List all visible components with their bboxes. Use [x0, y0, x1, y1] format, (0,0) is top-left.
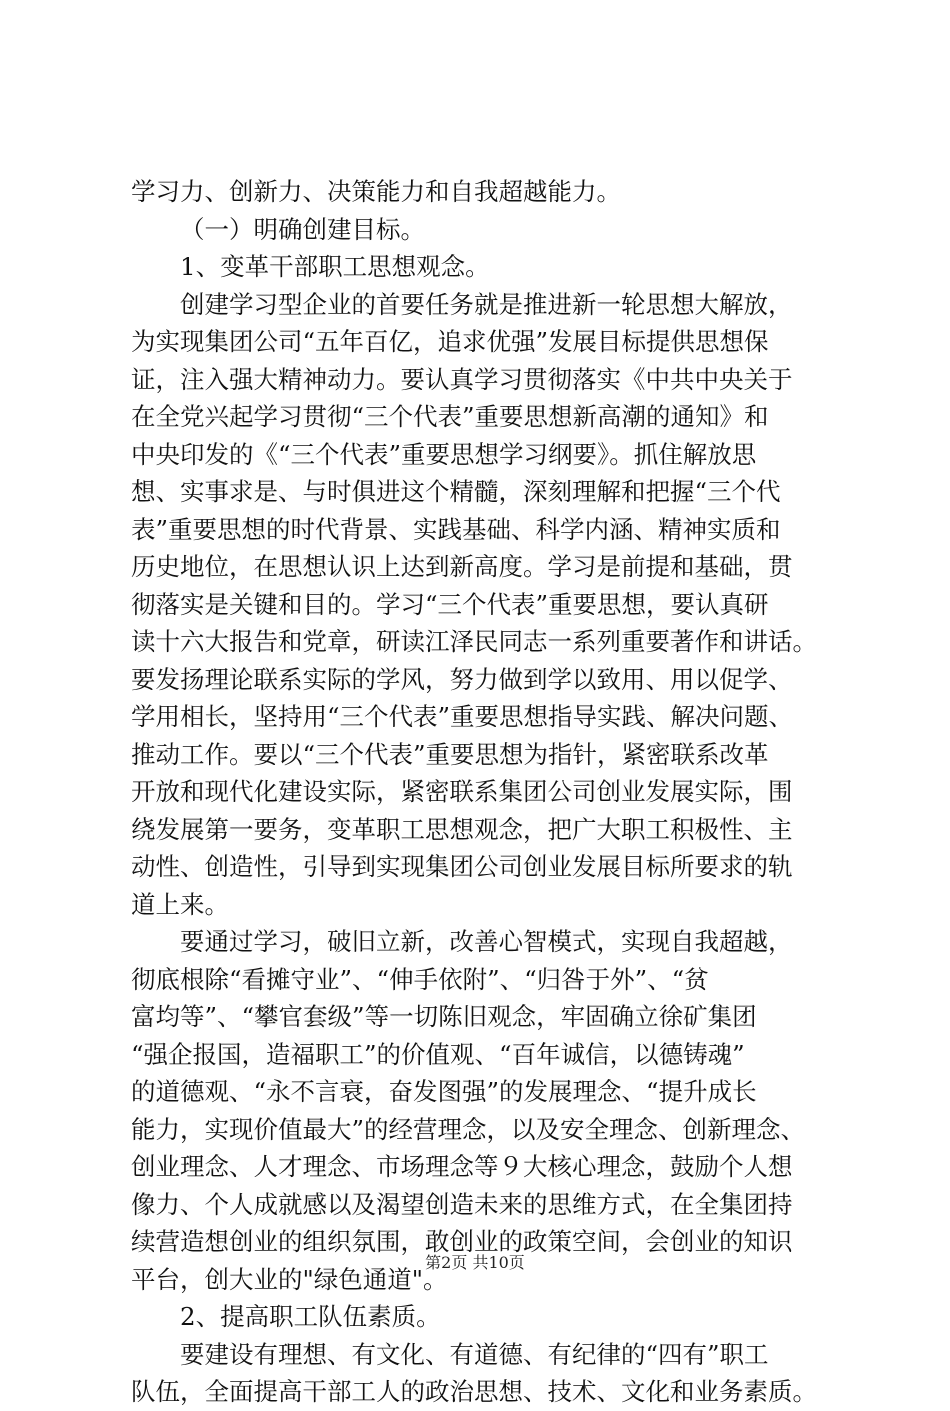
text-line: 要建设有理想、有文化、有道德、有纪律的“四有”职工 — [180, 1339, 769, 1369]
text-line: 推动工作。要以“三个代表”重要思想为指针，紧密联系改革 — [131, 739, 769, 769]
text-line: 表”重要思想的时代背景、实践基础、科学内涵、精神实质和 — [131, 514, 781, 544]
subsection-heading: 1、变革干部职工思想观念。 — [180, 252, 490, 281]
text-line: 绕发展第一要务，变革职工思想观念，把广大职工积极性、主 — [131, 814, 793, 844]
text-line: 平台，创大业的"绿色通道"。 — [131, 1264, 448, 1294]
text-line: 要发扬理论联系实际的学风，努力做到学以致用、用以促学、 — [131, 664, 793, 694]
text-line: “强企报国，造福职工”的价值观、“百年诚信，以德铸魂” — [131, 1039, 745, 1069]
text-line: 创业理念、人才理念、市场理念等９大核心理念，鼓励个人想 — [131, 1152, 793, 1181]
text-line: 动性、创造性，引导到实现集团公司创业发展目标所要求的轨 — [131, 852, 793, 881]
page-footer — [0, 1253, 950, 1273]
section-heading: （一）明确创建目标。 — [180, 214, 425, 244]
text-line: 历史地位，在思想认识上达到新高度。学习是前提和基础，贯 — [131, 552, 793, 581]
text-line: 队伍，全面提高干部工人的政治思想、技术、文化和业务素质。 — [131, 1377, 817, 1406]
text-line: 为实现集团公司“五年百亿，追求优强”发展目标提供思想保 — [131, 327, 769, 356]
text-line: 像力、个人成就感以及渴望创造未来的思维方式，在全集团持 — [131, 1189, 793, 1219]
text-line: 富均等”、“攀官套级”等一切陈旧观念，牢固确立徐矿集团 — [131, 1002, 757, 1031]
text-line: 创建学习型企业的首要任务就是推进新一轮思想大解放， — [180, 289, 793, 319]
text-line: 彻落实是关键和目的。学习“三个代表”重要思想，要认真研 — [131, 589, 769, 619]
text-line: 学习力、创新力、决策能力和自我超越能力。 — [131, 177, 621, 206]
page-number: 第2页 共10页 — [425, 1253, 525, 1272]
text-line: 开放和现代化建设实际，紧密联系集团公司创业发展实际，围 — [131, 777, 793, 806]
text-line: 在全党兴起学习贯彻“三个代表”重要思想新高潮的通知》和 — [131, 402, 769, 431]
document-body — [131, 173, 836, 1411]
text-line: 学用相长，坚持用“三个代表”重要思想指导实践、解决问题、 — [131, 702, 794, 731]
text-line: 的道德观、“永不言衰，奋发图强”的发展理念、“提升成长 — [131, 1077, 757, 1106]
text-line: 读十六大报告和党章，研读江泽民同志一系列重要著作和讲话。 — [131, 627, 817, 656]
text-line: 道上来。 — [131, 889, 229, 919]
text-line: 能力，实现价值最大”的经营理念，以及安全理念、创新理念、 — [131, 1114, 806, 1144]
text-line: 续营造想创业的组织氛围，敢创业的政策空间，会创业的知识 — [131, 1227, 793, 1256]
text-line: 要通过学习，破旧立新，改善心智模式，实现自我超越， — [180, 927, 793, 956]
subsection-heading: 2、提高职工队伍素质。 — [180, 1302, 441, 1331]
text-line: 彻底根除“看摊守业”、“伸手依附”、“归咎于外”、“贫 — [131, 964, 709, 994]
text-line: 证，注入强大精神动力。要认真学习贯彻落实《中共中央关于 — [131, 364, 793, 394]
text-line: 中央印发的《“三个代表”重要思想学习纲要》。抓住解放思 — [131, 439, 757, 469]
text-line: 想、实事求是、与时俱进这个精髓，深刻理解和把握“三个代 — [131, 477, 781, 506]
